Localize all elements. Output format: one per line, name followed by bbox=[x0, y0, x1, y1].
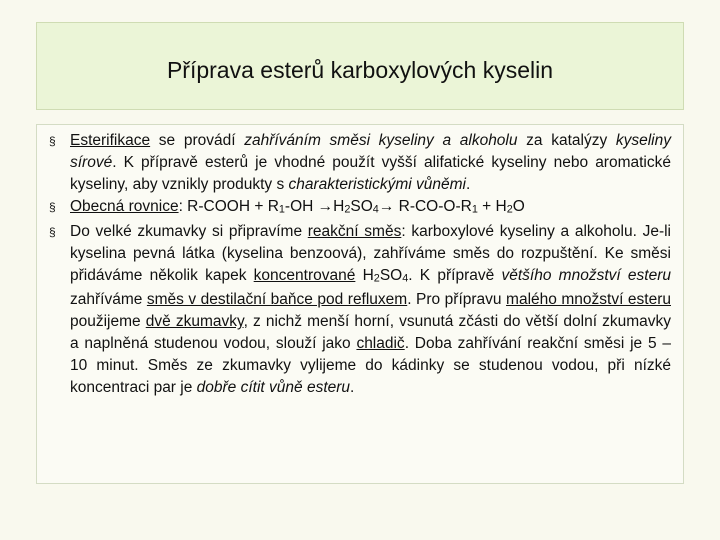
term-esterifikace: Esterifikace bbox=[70, 132, 151, 149]
text: . bbox=[465, 176, 471, 193]
bullet-icon: § bbox=[49, 134, 56, 148]
text: . Pro přípravu bbox=[407, 291, 507, 309]
text: . K přípravě bbox=[408, 266, 502, 284]
text: Do velké zkumavky si připravíme bbox=[70, 222, 308, 240]
text: za katalýzy bbox=[517, 132, 616, 149]
subscript: 4 bbox=[372, 203, 379, 216]
equation-text: -OH →H bbox=[284, 198, 345, 215]
emphasis: zahříváním směsi kyseliny a alkoholu bbox=[244, 132, 518, 149]
text: H bbox=[355, 266, 374, 284]
term-koncentrovane: koncentrované bbox=[253, 266, 356, 284]
subscript: 1 bbox=[471, 203, 478, 216]
emphasis: dobře cítit vůně esteru bbox=[196, 379, 351, 397]
term-chladic: chladič bbox=[356, 335, 405, 353]
equation-text: O bbox=[512, 198, 525, 215]
subscript: 1 bbox=[278, 203, 285, 216]
title-box bbox=[36, 22, 684, 110]
subscript: 2 bbox=[506, 203, 513, 216]
bullet-icon: § bbox=[49, 224, 56, 239]
emphasis: většího množství esteru bbox=[501, 266, 671, 284]
content-box bbox=[36, 124, 684, 484]
text: . bbox=[350, 379, 355, 397]
subscript: 4 bbox=[402, 272, 409, 285]
term-reakcni-smes: reakční směs bbox=[307, 222, 402, 240]
text: : karboxylové kyseliny a alkoholu. Je-li kyselina pevná látka (kyselina benzoová), zahříváme směs do rozpuštění. Ke směsi přidáváme několik kapek bbox=[70, 222, 672, 284]
term-dve-zkumavky: dvě zkumavky bbox=[145, 313, 244, 331]
emphasis: kyseliny sírové bbox=[70, 132, 671, 171]
text: použijeme bbox=[70, 313, 146, 331]
text: , z nichž menší horní, vsunutá zčásti do větší dolní zkumavky a naplněná studenou vodou, slouží jako bbox=[70, 313, 671, 353]
text: SO bbox=[379, 266, 403, 284]
equation-text: : R-COOH + R bbox=[178, 198, 279, 215]
subscript: 2 bbox=[344, 203, 351, 216]
equation-text: + H bbox=[477, 198, 507, 215]
slide-title: Příprava esterů karboxylových kyselin bbox=[166, 56, 554, 83]
text: . K přípravě esterů je vhodné použít vyšší alifatické kyseliny nebo aromatické kyseliny, aby vznikly produkty s bbox=[70, 154, 671, 193]
bullet-item-equation bbox=[49, 196, 671, 221]
bullet-list bbox=[49, 130, 671, 399]
bullet-item-procedure bbox=[49, 221, 671, 400]
subscript: 2 bbox=[373, 272, 380, 285]
bullet-icon: § bbox=[49, 200, 56, 214]
text: . Doba zahřívání reakční směsi je 5 – 10 minut. Směs ze zkumavky vylijeme do kádinky se studenou vodou, při nízké koncentraci par je bbox=[70, 335, 671, 397]
equation-text: SO bbox=[350, 198, 373, 215]
text: zahříváme bbox=[70, 291, 147, 309]
bullet-item-esterification bbox=[49, 130, 671, 196]
term-destilacni-banka: směs v destilační baňce pod refluxem bbox=[146, 291, 408, 309]
text: se provádí bbox=[150, 132, 245, 149]
emphasis: charakteristickými vůněmi bbox=[288, 176, 466, 193]
term-obecna-rovnice: Obecná rovnice bbox=[70, 198, 179, 215]
term-maleho-mnozstvi: malého množství esteru bbox=[506, 291, 671, 309]
equation-text: → R-CO-O-R bbox=[378, 198, 472, 215]
